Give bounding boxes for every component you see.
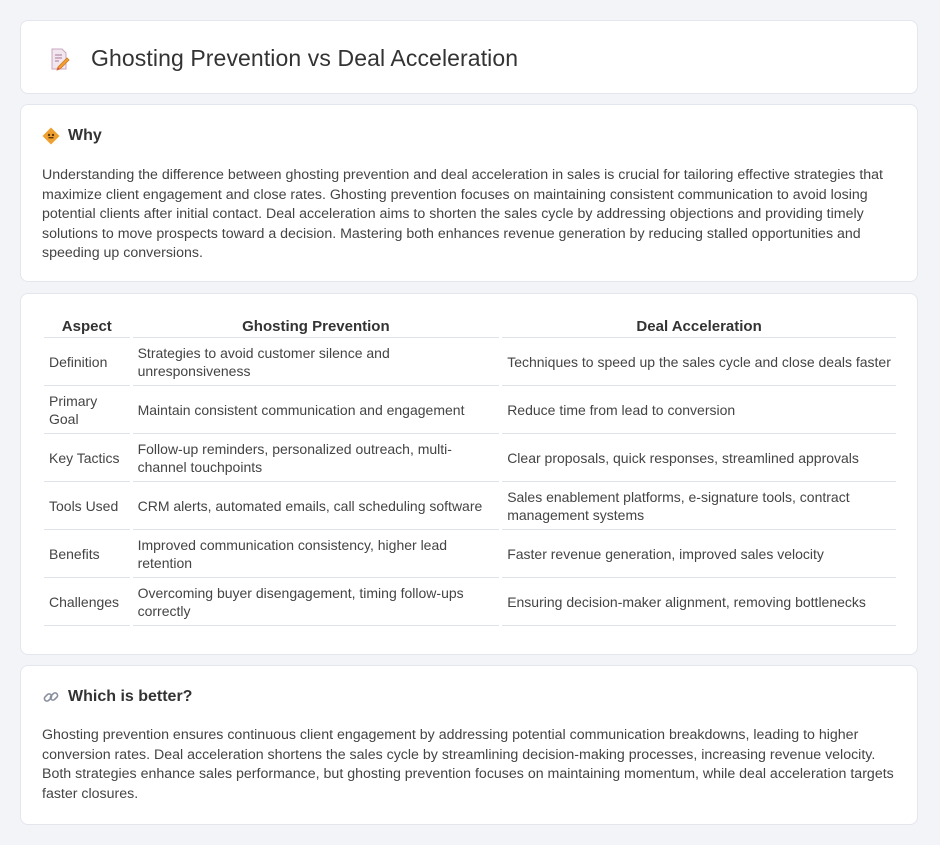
comparison-section [20, 293, 918, 655]
row-aspect: Tools Used [44, 482, 130, 530]
diamond-sign-icon [42, 127, 60, 145]
better-header [42, 688, 192, 706]
header-aspect: Aspect [44, 316, 130, 338]
row-acceleration-value: Reduce time from lead to conversion [502, 386, 896, 434]
row-acceleration-value: Techniques to speed up the sales cycle and close deals faster [502, 338, 896, 386]
table-row [44, 482, 896, 530]
row-acceleration-value: Clear proposals, quick responses, streamlined approvals [502, 434, 896, 482]
row-acceleration-value: Faster revenue generation, improved sales velocity [502, 530, 896, 578]
row-ghosting-value: CRM alerts, automated emails, call scheduling software [133, 482, 500, 530]
comparison-table [41, 316, 899, 626]
row-aspect: Primary Goal [44, 386, 130, 434]
why-header [42, 127, 102, 145]
better-text: Ghosting prevention ensures continuous client engagement by addressing potential communication breakdowns, leading to higher conversion rates. Deal acceleration shortens the sales cycle by streamlining decision-making processes, increasing revenue velocity. Both strategies enhance sales performance, but ghosting prevention focuses on maintaining momentum, while deal acceleration targets faster closures. [42, 727, 894, 802]
row-ghosting-value: Improved communication consistency, higher lead retention [133, 530, 500, 578]
title-card [20, 20, 918, 94]
why-heading: Why [68, 127, 102, 144]
table-row [44, 530, 896, 578]
table-row [44, 434, 896, 482]
row-aspect: Definition [44, 338, 130, 386]
header-ghosting-prevention: Ghosting Prevention [133, 316, 500, 338]
row-acceleration-value: Sales enablement platforms, e-signature tools, contract management systems [502, 482, 896, 530]
row-acceleration-value: Ensuring decision-maker alignment, removing bottlenecks [502, 578, 896, 626]
row-aspect: Benefits [44, 530, 130, 578]
table-row [44, 338, 896, 386]
better-heading: Which is better? [68, 688, 193, 705]
why-text: Understanding the difference between ghosting prevention and deal acceleration in sales is crucial for tailoring effective strategies that maximize client engagement and close rates. Ghosting prevention focuses on maintaining consistent communication to avoid losing potential clients after initial contact. Deal acceleration aims to shorten the sales cycle by addressing objections and providing timely solutions to move prospects toward a decision. Mastering both enhances revenue generation by reducing stalled opportunities and speeding up conversions. [42, 167, 883, 262]
which-is-better-section [20, 665, 918, 825]
why-section [20, 104, 918, 282]
page-title: Ghosting Prevention vs Deal Acceleration [91, 45, 519, 71]
table-header-row [44, 316, 896, 338]
row-ghosting-value: Follow-up reminders, personalized outreach, multi-channel touchpoints [133, 434, 500, 482]
row-aspect: Challenges [44, 578, 130, 626]
header-deal-acceleration: Deal Acceleration [502, 316, 896, 338]
document-pencil-icon [47, 47, 71, 71]
table-row [44, 386, 896, 434]
row-ghosting-value: Strategies to avoid customer silence and unresponsiveness [133, 338, 500, 386]
row-ghosting-value: Overcoming buyer disengagement, timing follow-ups correctly [133, 578, 500, 626]
link-icon [42, 688, 60, 706]
row-aspect: Key Tactics [44, 434, 130, 482]
table-row [44, 578, 896, 626]
title-row [47, 45, 518, 72]
row-ghosting-value: Maintain consistent communication and engagement [133, 386, 500, 434]
